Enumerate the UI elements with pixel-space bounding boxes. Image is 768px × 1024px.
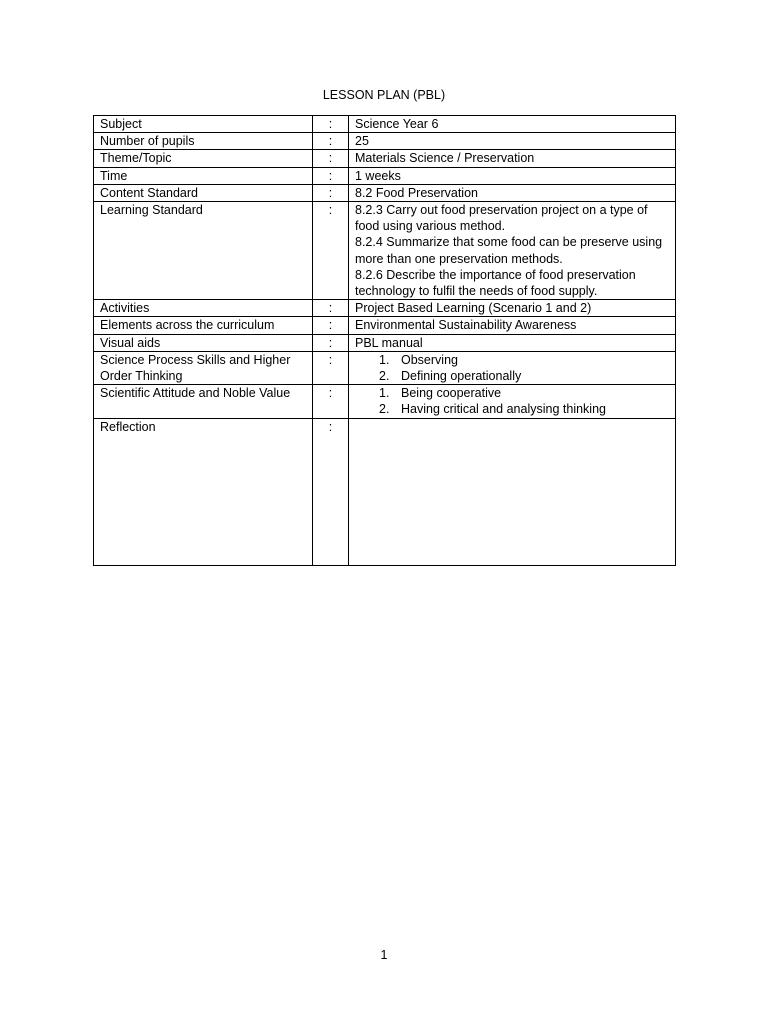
row-separator: : — [313, 202, 349, 300]
row-separator: : — [313, 116, 349, 133]
row-value: 1 weeks — [349, 167, 676, 184]
row-separator: : — [313, 385, 349, 418]
row-label: Science Process Skills and Higher Order Thinking — [94, 351, 313, 384]
table-row-learning-standard — [94, 202, 676, 300]
list-number: 2. — [379, 402, 390, 417]
row-label: Subject — [94, 116, 313, 133]
list-number: 1. — [379, 386, 390, 401]
reflection-field — [349, 418, 676, 565]
row-value: 25 — [349, 133, 676, 150]
row-value: 8.2 Food Preservation — [349, 184, 676, 201]
process-skills-list — [355, 352, 669, 384]
row-value: Environmental Sustainability Awareness — [349, 317, 676, 334]
table-row-reflection — [94, 418, 676, 565]
row-label: Activities — [94, 300, 313, 317]
row-label: Content Standard — [94, 184, 313, 201]
row-label: Number of pupils — [94, 133, 313, 150]
learning-standard-item: 8.2.3 Carry out food preservation project on a type of food using various method. — [355, 203, 648, 234]
list-item — [355, 385, 669, 401]
row-value: Project Based Learning (Scenario 1 and 2) — [349, 300, 676, 317]
row-label: Reflection — [94, 418, 313, 565]
table-row-attitude — [94, 385, 676, 418]
page-number: 1 — [380, 948, 388, 962]
list-text: Being cooperative — [401, 386, 502, 401]
row-separator: : — [313, 150, 349, 167]
row-label: Learning Standard — [94, 202, 313, 300]
list-text: Defining operationally — [401, 369, 522, 384]
table-row-pupils — [94, 133, 676, 150]
page-title: LESSON PLAN (PBL) — [322, 88, 446, 102]
row-label: Time — [94, 167, 313, 184]
table-row-theme — [94, 150, 676, 167]
lesson-plan-table — [93, 115, 676, 566]
table-row-subject — [94, 116, 676, 133]
row-separator: : — [313, 418, 349, 565]
row-separator: : — [313, 351, 349, 384]
row-value — [349, 385, 676, 418]
row-separator: : — [313, 184, 349, 201]
table-row-content-standard — [94, 184, 676, 201]
list-item — [355, 352, 669, 368]
table-row-activities — [94, 300, 676, 317]
table-row-elements — [94, 317, 676, 334]
row-value — [349, 351, 676, 384]
row-separator: : — [313, 334, 349, 351]
learning-standard-item: 8.2.6 Describe the importance of food preservation technology to fulfil the needs of food supply. — [355, 267, 636, 299]
list-item — [355, 368, 669, 384]
row-value: PBL manual — [349, 334, 676, 351]
row-value — [349, 202, 676, 300]
learning-standard-item: 8.2.4 Summarize that some food can be preserve using more than one preservation methods. — [355, 235, 663, 266]
row-separator: : — [313, 317, 349, 334]
row-label: Elements across the curriculum — [94, 317, 313, 334]
row-value: Science Year 6 — [349, 116, 676, 133]
table-row-process-skills — [94, 351, 676, 384]
row-separator: : — [313, 167, 349, 184]
list-number: 1. — [379, 352, 390, 367]
row-label: Scientific Attitude and Noble Value — [94, 385, 313, 418]
row-separator: : — [313, 300, 349, 317]
row-value: Materials Science / Preservation — [349, 150, 676, 167]
table-row-visual-aids — [94, 334, 676, 351]
row-separator: : — [313, 133, 349, 150]
table-row-time — [94, 167, 676, 184]
list-text: Having critical and analysing thinking — [401, 402, 606, 417]
list-number: 2. — [379, 369, 390, 384]
row-label: Theme/Topic — [94, 150, 313, 167]
row-label: Visual aids — [94, 334, 313, 351]
list-item — [355, 401, 669, 417]
attitude-list — [355, 385, 669, 417]
list-text: Observing — [401, 352, 458, 367]
